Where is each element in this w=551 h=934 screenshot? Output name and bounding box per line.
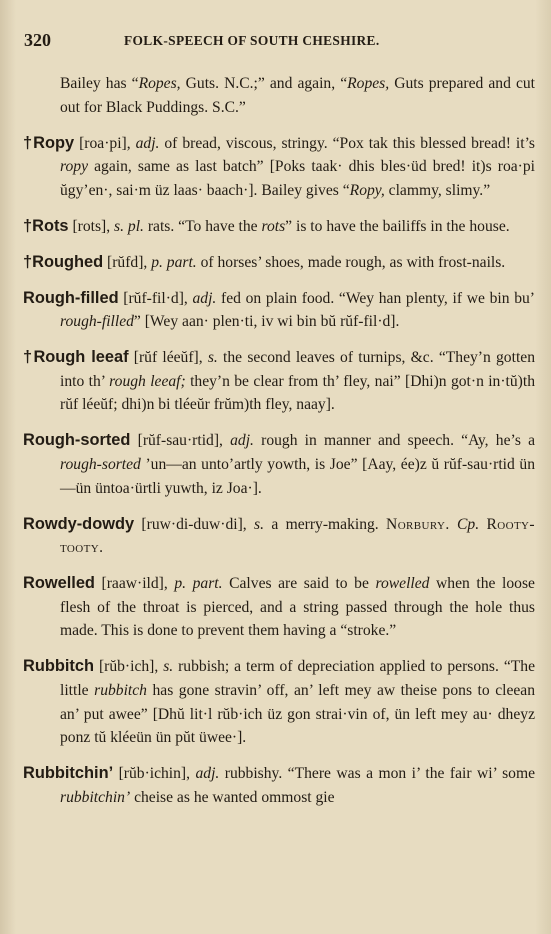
italic-text: adj. [195,765,220,783]
page-edge-shadow [535,0,551,934]
entry-headword: Rubbitchin’ [23,764,114,783]
small-caps-text: Rooty-tooty. [60,515,535,557]
entry-text: [rŭb·ichin], [113,765,196,783]
entry-text: of horses’ shoes, made rough, as with frost-nails. [196,253,506,271]
entry-text: [rŭf-fil·d], [118,289,193,307]
dictionary-entry [23,572,535,643]
dictionary-entry [23,429,535,500]
entry-headword: Rowelled [23,574,95,593]
dictionary-entry [23,655,535,749]
entry-headword: †Rots [23,216,69,235]
entry-headword: †Roughed [23,252,104,271]
entry-text [450,516,457,533]
dictionary-entry [23,215,535,239]
dictionary-entry [23,132,535,203]
page-gutter-shadow [0,0,16,934]
entry-headword: Rough-sorted [23,431,131,450]
italic-text: rubbitch [94,681,147,699]
entry-headword: †Rough leeaf [23,348,129,367]
entry-headword: †Ropy [23,133,75,152]
italic-text: p. part. [174,575,223,593]
entry-text: [rots], [68,217,115,235]
italic-text: s. [163,658,174,676]
entry-text: [raaw·ild], [94,575,175,593]
entry-text: Bailey has “ [60,75,139,92]
entry-text: again, same as last batch” [Poks taak· dhis bles·üd bred! it)s roa·pi ŭgy’en·, sai·m üz laas· baach·]. Bailey gives “ [60,158,535,199]
italic-text: adj. [230,432,254,450]
running-title: FOLK-SPEECH OF SOUTH CHESHIRE. [124,33,380,48]
entry-text: fed on plain food. “Wey han plenty, if we bin bu’ [216,289,535,307]
entry-text: [rŭfd], [103,253,152,271]
entry-text: [rŭf-sau·rtid], [130,432,231,450]
dictionary-entries [23,72,535,822]
entry-text: ” [Wey aan· plen·ti, iv wi bin bŭ rŭf-fil·d]. [133,313,400,331]
dictionary-entry [23,762,535,809]
italic-text: rots [261,217,286,235]
entry-text: ’un—an unto’artly yowth, is Joe” [Aay, ée)z ŭ rŭf-sau·rtid ün—ün üntoa·ürtli yuwth, iz Joa·]. [60,456,535,497]
entry-text: [roa·pi], [74,134,136,152]
dictionary-entry [23,346,535,417]
entry-text: rubbishy. “There was a mon i’ the fair wi’ some [219,765,535,783]
small-caps-text: Norbury. [386,515,450,533]
entry-text: Guts prepared and cut out for Black Puddings. S.C.” [60,75,535,116]
page-header [24,30,532,54]
italic-text: Ropes, [347,75,390,92]
italic-text: rough leeaf; [109,372,186,390]
italic-text: p. part. [151,253,197,271]
italic-text: s. pl. [114,217,144,235]
italic-text: rowelled [375,575,430,593]
entry-text: clammy, slimy.” [384,181,491,199]
entry-text: rubbish; a term of depreciation applied to persons. “The little [60,658,535,699]
italic-text: adj. [192,289,217,307]
italic-text: Cp. [457,515,480,533]
italic-text: adj. [135,134,160,152]
entry-text: when the loose flesh of the throat is pierced, and a string passed through the hole thus made. This is done to prevent them having a “stroke.” [60,575,535,640]
entry-headword: Rough-filled [23,288,119,307]
entry-text: they’n be clear from th’ fley, nai” [Dhi)n got·n in·tŭ)th rŭf léeŭf; dhi)n bi tléeŭr frŭm)th fley, naay]. [60,372,535,414]
dictionary-entry [23,513,535,560]
italic-text: s. [207,349,218,367]
italic-text: Ropes, [138,75,181,92]
italic-text: rough-sorted [60,456,141,474]
italic-text: Ropy, [349,181,385,199]
italic-text: ropy [60,158,89,176]
page-number: 320 [24,30,51,50]
dictionary-entry [23,251,535,275]
entry-headword: Rowdy-dowdy [23,514,135,533]
entry-text: of bread, viscous, stringy. “Pox tak this blessed bread! it’s [159,134,535,152]
entry-text: rough in manner and speech. “Ay, he’s a [253,432,535,450]
entry-text: rats. “To have the [143,217,262,235]
entry-continuation [23,72,535,119]
entry-text: ” is to have the bailiffs in the house. [285,217,510,235]
italic-text: rubbitchin’ [60,788,131,806]
entry-text: the second leaves of turnips, &c. “They’n gotten into th’ [60,349,535,390]
entry-text: [rŭf léeŭf], [128,349,208,367]
entry-text: [ruw·di-duw·di], [134,515,255,533]
entry-text: has gone stravin’ off, an’ left mey aw theise pons to cleean an’ put awee” [Dhŭ lit·l rŭb·ich üz gon strai·vin of, ün left mey au· dheyz ponz tŭ kléeün ün pŭt üwee·]. [60,681,536,747]
entry-text: Calves are said to be [222,575,376,593]
entry-text: cheise as he wanted ommost gie [130,788,335,806]
entry-text: a merry-making. [263,515,387,533]
italic-text: s. [254,515,264,533]
entry-text: [rŭb·ich], [94,658,164,676]
entry-text: Guts. N.C.;” and again, “ [180,75,348,92]
dictionary-entry [23,287,535,334]
entry-headword: Rubbitch [23,657,95,676]
italic-text: rough-filled [60,313,134,331]
